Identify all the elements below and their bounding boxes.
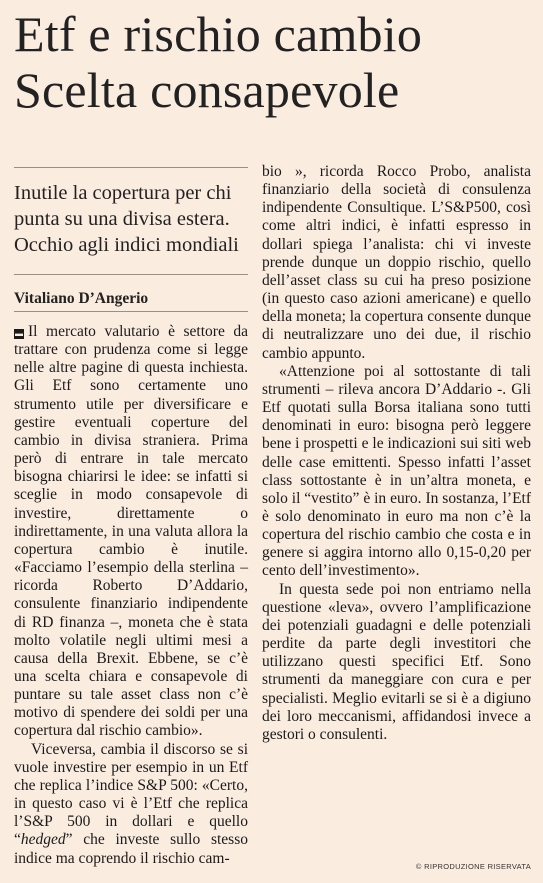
headline [14,6,534,118]
headline-line-2: Scelta consapevole [14,62,400,118]
byline: Vitaliano D’Angerio [14,290,149,307]
paragraph-1-text: Il mercato valutario è settore da trattare con prudenza come si legge nelle altre pagine di questa inchiesta. Gli Etf sono certamente uno strumento utile per diversificare e gestire eventuali coperture del cambio in divisa straniera. Prima però di entrare in tale mercato bisogna chiarirsi le idee: se infatti si sceglie in modo consapevole di investire, direttamente o indirettamente, in una valuta allora la copertura cambio è inutile. «Facciamo l’esempio della sterlina – ricorda Roberto D’Addario, consulente finanziario indipendente di RD finanza –, moneta che è stata molto volatile negli ultimi mesi a causa della Brexit. Ebbene, se c’è una scelta chiara e consapevole di puntare su tale asset class non c’è motivo di spendere dei soldi per una copertura dal rischio cambio». [14,323,248,740]
deck: Inutile la copertura per chi punta su una divisa estera. Occhio agli indici mondiali [14,182,239,256]
paragraph-1 [14,323,248,741]
bullet-square-icon: ▬ [15,329,23,338]
paragraph-3: bio », ricorda Rocco Probo, analista finanziario della società di consulenza indipendente Consultique. L’S&P500, così come altri indici, è infatti espresso in dollari spiega l’analista: chi vi investe prende dunque un doppio rischio, quello dell’asset class su cui ha preso posizione (in questo caso azioni americane) e quello della moneta; la copertura consente dunque di neutralizzare uno dei due, il rischio cambio appunto. [262,163,531,362]
article-column-1 [14,323,248,868]
headline-line-1: Etf e rischio cambio [14,6,423,62]
copyright-notice: © RIPRODUZIONE RISERVATA [415,862,531,871]
byline-rule [14,311,248,312]
article-column-2 [262,163,531,744]
hedged-term: hedged [20,831,66,849]
deck-bottom-rule [14,274,248,275]
paragraph-2: Viceversa, cambia il discorso se si vuole investire per esempio in un Etf che replica l’indice S&P 500: «Certo, in questo caso vi è l’Etf che replica l’S&P 500 in dollari e quello “hedged” che investe sullo stesso indice ma coprendo il rischio cam- [14,740,248,867]
deck-top-rule [14,167,248,168]
paragraph-4: «Attenzione poi al sottostante di tali strumenti – rileva ancora D’Addario -. Gli Etf quotati sulla Borsa italiana sono tutti denominati in euro: bisogna però leggere bene i prospetti e le indicazioni sui siti web delle case emittenti. Spesso infatti l’asset class sottostante è in un’altra moneta, e solo il “vestito” è in euro. In sostanza, l’Etf è solo denominato in euro ma non c’è la copertura del rischio cambio che costa e in genere si aggira intorno allo 0,15-0,20 per cento dell’investimento». [262,362,531,580]
paragraph-5: In questa sede poi non entriamo nella questione «leva», ovvero l’amplificazione dei potenziali guadagni e delle potenziali perdite da parte degli investitori che utilizzano questi specifici Etf. Sono strumenti da maneggiare con cura e per specialisti. Meglio evitarli se si è a digiuno dei loro meccanismi, affidandosi invece a gestori o consulenti. [262,580,531,743]
